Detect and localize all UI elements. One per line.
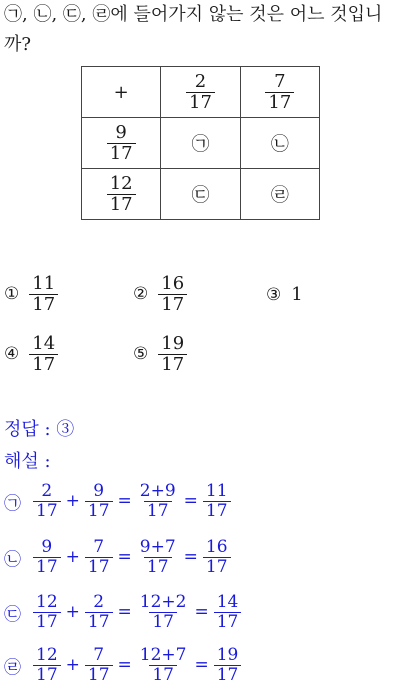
choice-3-mark: ③: [266, 284, 282, 305]
choice-5-fraction: $\frac{19}{17}$: [158, 334, 187, 375]
table-cell-digeut: ㉢: [161, 169, 240, 220]
answer-value: ③: [56, 419, 75, 440]
choice-1-fraction: $\frac{11}{17}$: [29, 274, 58, 315]
explanation-line-3-mark: ㉢: [4, 604, 21, 625]
choice-4-mark: ④: [4, 344, 20, 365]
choice-5[interactable]: [133, 334, 187, 375]
question-line-1: ㉠, ㉡, ㉢, ㉣에 들어가지 않는 것은 어느 것입니: [4, 4, 383, 25]
choice-1[interactable]: [4, 274, 58, 315]
table-cell-rieul: ㉣: [240, 169, 319, 220]
answer-label: 정답 :: [4, 419, 51, 440]
choice-4-fraction: $\frac{14}{17}$: [29, 334, 58, 375]
choice-3-value: 1: [291, 284, 303, 305]
table-corner-plus: +: [82, 67, 161, 118]
choice-2[interactable]: [133, 274, 187, 315]
answer-line: [4, 416, 74, 444]
table-header-row1: $\frac{9}{17}$: [82, 118, 161, 169]
choice-3[interactable]: [266, 284, 303, 305]
choice-2-fraction: $\frac{16}{17}$: [158, 274, 187, 315]
choice-5-mark: ⑤: [133, 344, 149, 365]
explanation-line-1-mark: ㉠: [4, 493, 21, 514]
table-header-row2: $\frac{12}{17}$: [82, 169, 161, 220]
table-cell-nieun: ㉡: [240, 118, 319, 169]
explanation-line-2: ㉡ $\frac{9}{17}$ + $\frac{7}{17}$ = $\frac{9+7}{17}$ = $\frac{16}{17}$: [4, 538, 231, 576]
question-line-2: 까?: [4, 34, 32, 55]
explanation-line-4: ㉣ $\frac{12}{17}$ + $\frac{7}{17}$ = $\frac{12+7}{17}$ = $\frac{19}{17}$: [4, 646, 241, 684]
table-header-col2: $\frac{7}{17}$: [240, 67, 319, 118]
table-cell-giyeok: ㉠: [161, 118, 240, 169]
explanation-label: 해설 :: [4, 451, 51, 472]
choice-2-mark: ②: [133, 284, 149, 305]
explanation-line-3: ㉢ $\frac{12}{17}$ + $\frac{2}{17}$ = $\frac{12+2}{17}$ = $\frac{14}{17}$: [4, 593, 241, 631]
addition-table: [81, 66, 320, 220]
choice-4[interactable]: [4, 334, 58, 375]
explanation-line-4-mark: ㉣: [4, 657, 21, 678]
explanation-line-1: ㉠ $\frac{2}{17}$ + $\frac{9}{17}$ = $\frac{2+9}{17}$ = $\frac{11}{17}$: [4, 482, 231, 520]
choice-1-mark: ①: [4, 284, 20, 305]
question-text: [4, 0, 396, 60]
explanation-line-2-mark: ㉡: [4, 549, 21, 570]
table-header-col1: $\frac{2}{17}$: [161, 67, 240, 118]
